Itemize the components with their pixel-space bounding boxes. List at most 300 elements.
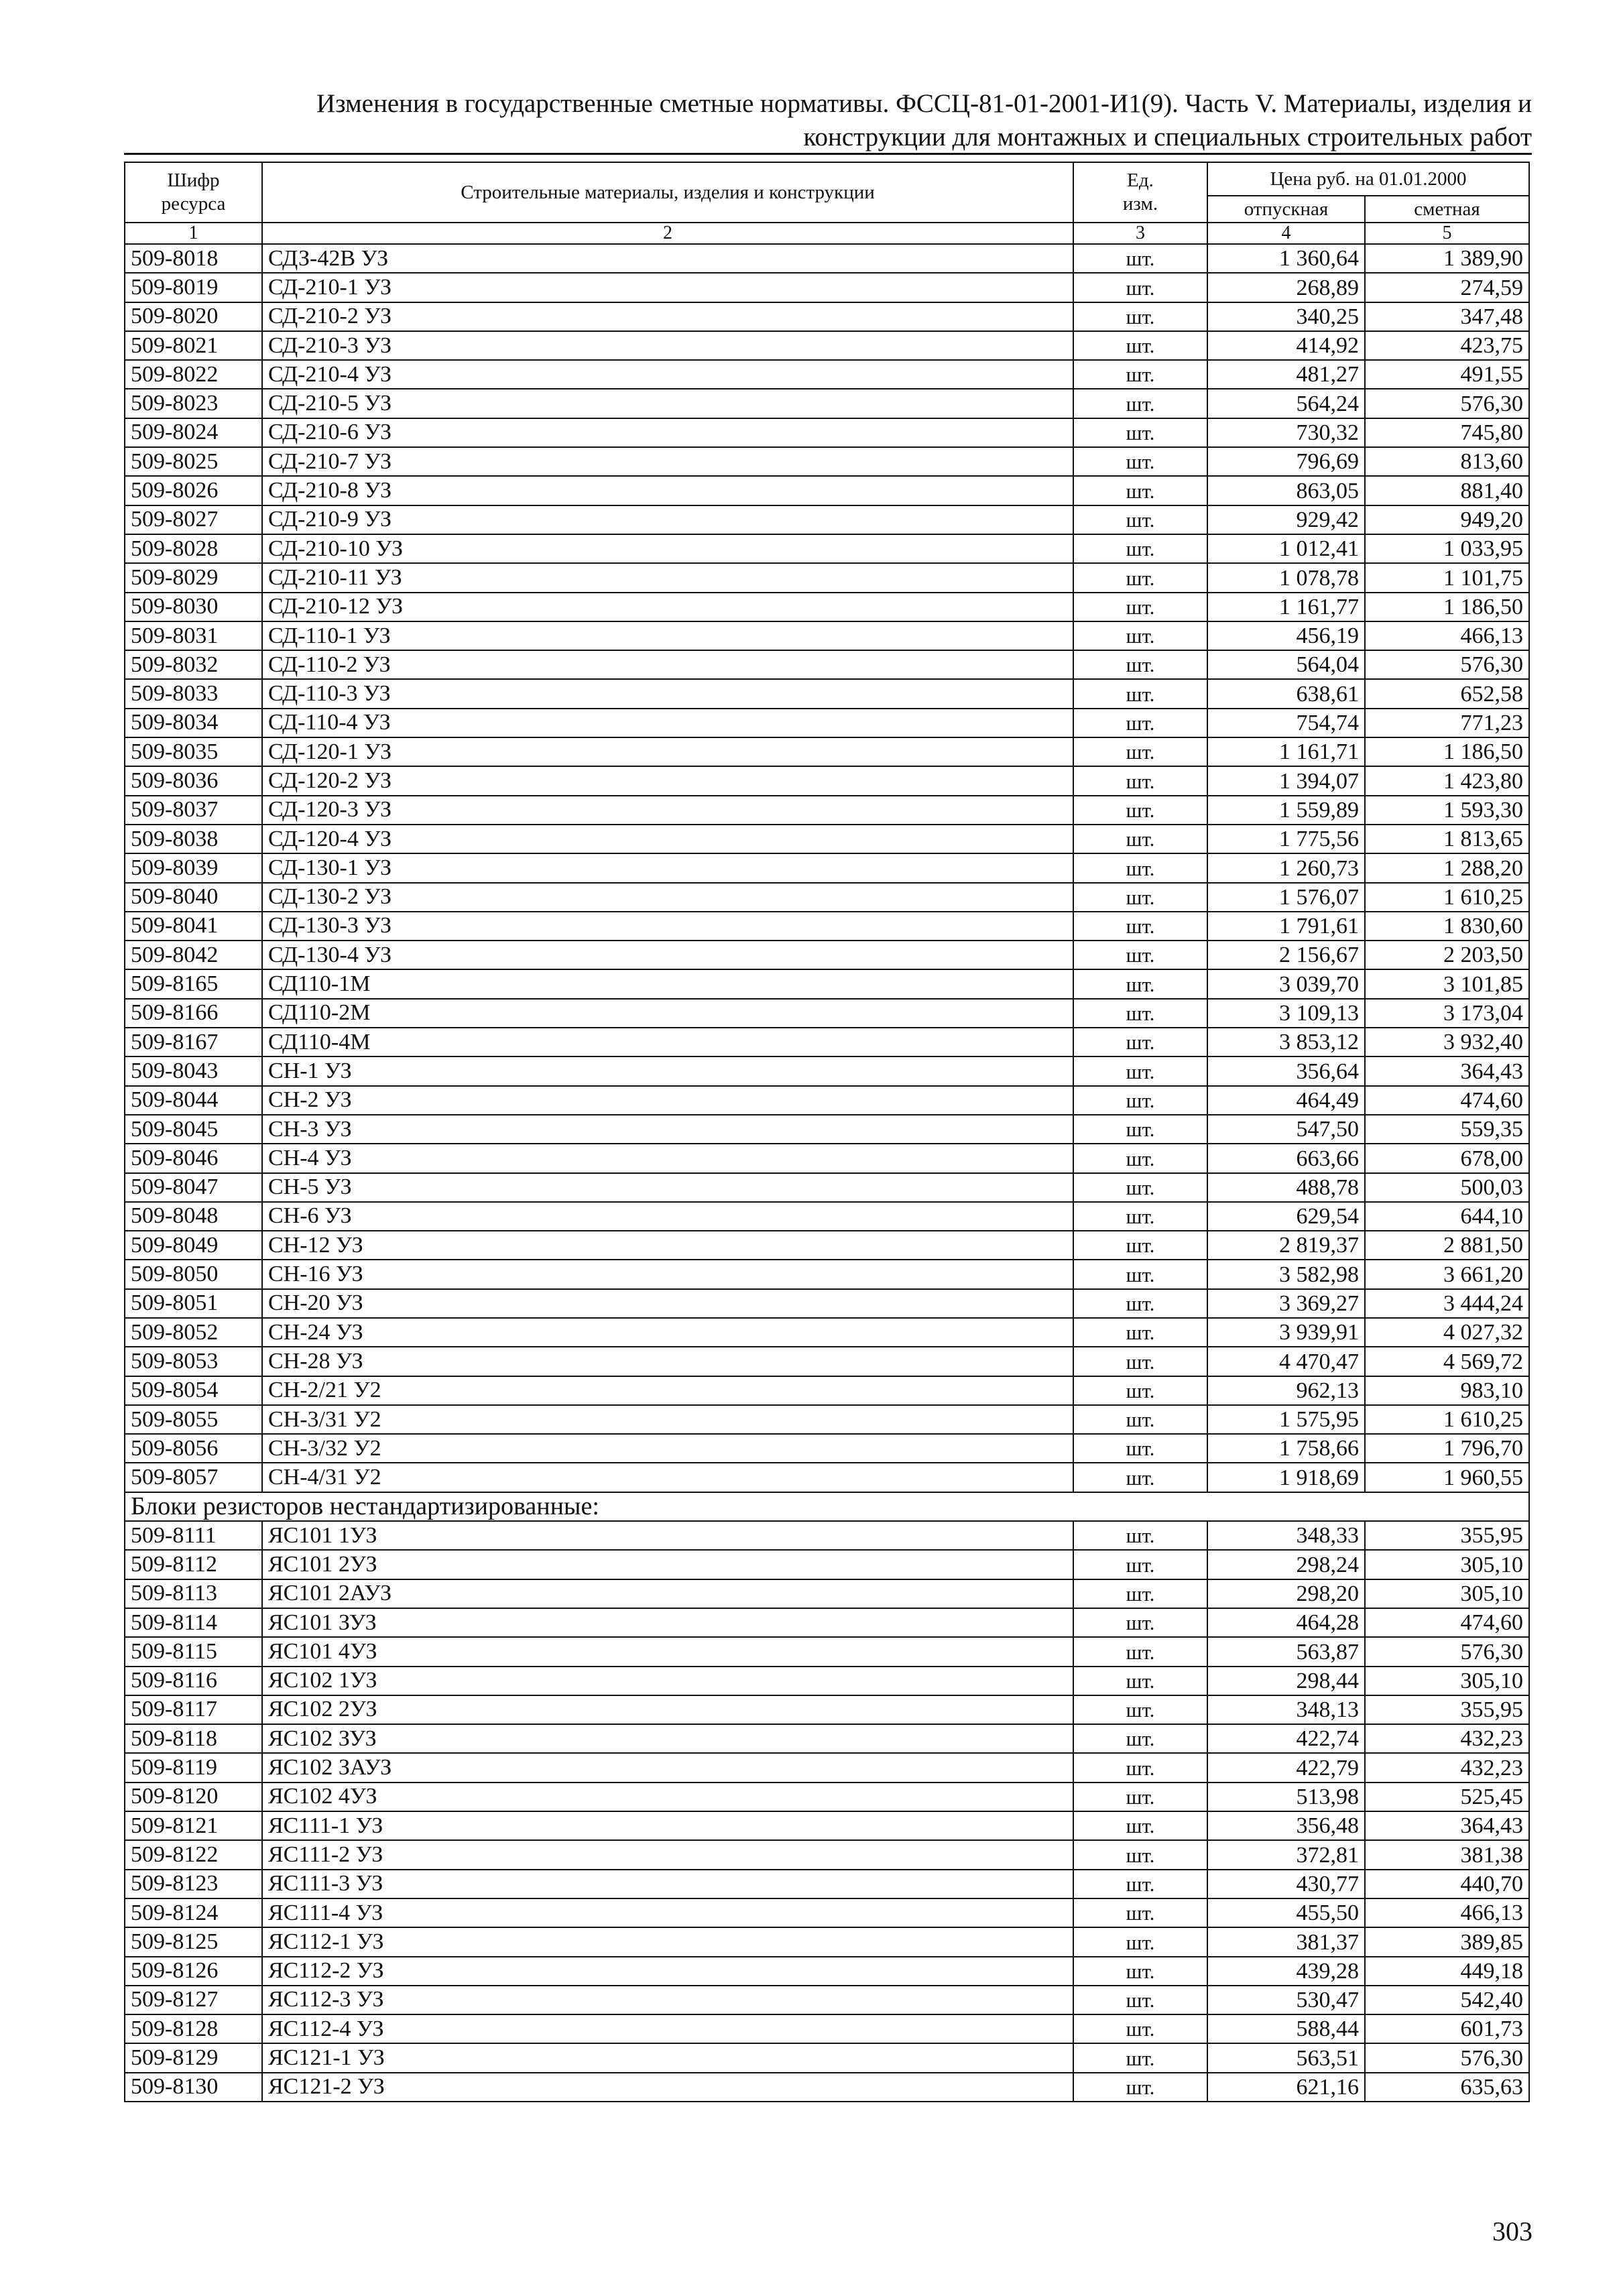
unit-cell: шт.: [1073, 1376, 1207, 1405]
release-price-cell: 414,92: [1207, 331, 1365, 360]
unit-cell: шт.: [1073, 1637, 1207, 1666]
release-price-cell: 1 559,89: [1207, 796, 1365, 825]
material-name-cell: СН-6 УЗ: [262, 1202, 1073, 1231]
unit-cell: шт.: [1073, 1028, 1207, 1056]
estimate-price-cell: 678,00: [1365, 1144, 1529, 1172]
release-price-cell: 298,20: [1207, 1579, 1365, 1608]
resource-code-cell: 509-8048: [125, 1202, 262, 1231]
table-row: [125, 1986, 1529, 2014]
table-row: [125, 273, 1529, 302]
unit-cell: шт.: [1073, 1463, 1207, 1492]
section-row: [125, 1492, 1529, 1521]
release-price-cell: 1 012,41: [1207, 534, 1365, 563]
table-row: [125, 360, 1529, 389]
material-name-cell: ЯС112-2 УЗ: [262, 1957, 1073, 1986]
unit-cell: шт.: [1073, 650, 1207, 679]
material-name-cell: СН-4 УЗ: [262, 1144, 1073, 1172]
resource-code-cell: 509-8030: [125, 593, 262, 621]
table-row: [125, 1695, 1529, 1724]
release-price-cell: 863,05: [1207, 476, 1365, 505]
unit-cell: шт.: [1073, 796, 1207, 825]
resource-code-cell: 509-8028: [125, 534, 262, 563]
release-price-cell: 348,13: [1207, 1695, 1365, 1724]
table-row: [125, 1347, 1529, 1376]
estimate-price-cell: 347,48: [1365, 302, 1529, 331]
material-name-cell: СН-24 УЗ: [262, 1318, 1073, 1347]
estimate-price-cell: 474,60: [1365, 1608, 1529, 1637]
release-price-cell: 348,33: [1207, 1521, 1365, 1550]
table-row: [125, 2014, 1529, 2043]
resource-code-cell: 509-8054: [125, 1376, 262, 1405]
unit-cell: шт.: [1073, 1405, 1207, 1434]
unit-cell: шт.: [1073, 969, 1207, 998]
table-row: [125, 593, 1529, 621]
table-row: [125, 709, 1529, 737]
material-name-cell: СД-210-9 УЗ: [262, 505, 1073, 534]
estimate-price-cell: 305,10: [1365, 1550, 1529, 1579]
material-name-cell: СДЗ-42В УЗ: [262, 244, 1073, 273]
estimate-price-cell: 1 186,50: [1365, 737, 1529, 766]
estimate-price-cell: 3 173,04: [1365, 999, 1529, 1028]
resource-code-cell: 509-8034: [125, 709, 262, 737]
material-name-cell: СД-210-3 УЗ: [262, 331, 1073, 360]
table-row: [125, 1231, 1529, 1260]
resource-code-cell: 509-8114: [125, 1608, 262, 1637]
table-row: [125, 1753, 1529, 1782]
material-name-cell: СД-210-5 УЗ: [262, 389, 1073, 418]
material-name-cell: СД-110-2 УЗ: [262, 650, 1073, 679]
release-price-cell: 422,79: [1207, 1753, 1365, 1782]
unit-cell: шт.: [1073, 1289, 1207, 1318]
resource-code-cell: 509-8113: [125, 1579, 262, 1608]
material-name-cell: СД-210-6 УЗ: [262, 418, 1073, 447]
release-price-cell: 730,32: [1207, 418, 1365, 447]
release-price-cell: 2 819,37: [1207, 1231, 1365, 1260]
estimate-price-cell: 500,03: [1365, 1173, 1529, 1202]
unit-cell: шт.: [1073, 1724, 1207, 1753]
estimate-price-cell: 1 610,25: [1365, 883, 1529, 912]
header-code: Шифр ресурса: [125, 162, 262, 223]
material-name-cell: СН-2/21 У2: [262, 1376, 1073, 1405]
table-row: [125, 1405, 1529, 1434]
release-price-cell: 621,16: [1207, 2073, 1365, 2102]
unit-cell: шт.: [1073, 2073, 1207, 2102]
table-row: [125, 969, 1529, 998]
material-name-cell: СД-120-2 УЗ: [262, 766, 1073, 795]
header-price: Цена руб. на 01.01.2000: [1207, 162, 1529, 196]
estimate-price-cell: 3 932,40: [1365, 1028, 1529, 1056]
unit-cell: шт.: [1073, 766, 1207, 795]
resource-code-cell: 509-8043: [125, 1056, 262, 1085]
resource-code-cell: 509-8050: [125, 1260, 262, 1288]
resource-code-cell: 509-8044: [125, 1086, 262, 1115]
unit-cell: шт.: [1073, 1144, 1207, 1172]
resource-code-cell: 509-8037: [125, 796, 262, 825]
unit-cell: шт.: [1073, 1550, 1207, 1579]
release-price-cell: 340,25: [1207, 302, 1365, 331]
estimate-price-cell: 881,40: [1365, 476, 1529, 505]
release-price-cell: 4 470,47: [1207, 1347, 1365, 1376]
material-name-cell: СД-210-7 УЗ: [262, 447, 1073, 476]
material-name-cell: ЯС101 4УЗ: [262, 1637, 1073, 1666]
table-row: [125, 1521, 1529, 1550]
unit-cell: шт.: [1073, 563, 1207, 592]
estimate-price-cell: 813,60: [1365, 447, 1529, 476]
estimate-price-cell: 1 813,65: [1365, 825, 1529, 853]
table-row: [125, 1056, 1529, 1085]
header-estimate: сметная: [1365, 196, 1529, 223]
material-name-cell: СН-5 УЗ: [262, 1173, 1073, 1202]
material-name-cell: СД-120-4 УЗ: [262, 825, 1073, 853]
release-price-cell: 1 775,56: [1207, 825, 1365, 853]
table-row: [125, 1637, 1529, 1666]
table-row: [125, 302, 1529, 331]
resource-code-cell: 509-8040: [125, 883, 262, 912]
unit-cell: шт.: [1073, 2043, 1207, 2072]
estimate-price-cell: 364,43: [1365, 1056, 1529, 1085]
resource-code-cell: 509-8052: [125, 1318, 262, 1347]
table-row: [125, 563, 1529, 592]
table-row: [125, 1579, 1529, 1608]
estimate-price-cell: 1 423,80: [1365, 766, 1529, 795]
unit-cell: шт.: [1073, 1086, 1207, 1115]
column-number: 5: [1365, 223, 1529, 244]
material-name-cell: ЯС121-1 УЗ: [262, 2043, 1073, 2072]
release-price-cell: 381,37: [1207, 1927, 1365, 1956]
resource-code-cell: 509-8038: [125, 825, 262, 853]
resource-code-cell: 509-8166: [125, 999, 262, 1028]
table-row: [125, 1957, 1529, 1986]
column-number: 4: [1207, 223, 1365, 244]
release-price-cell: 298,24: [1207, 1550, 1365, 1579]
unit-cell: шт.: [1073, 1579, 1207, 1608]
unit-cell: шт.: [1073, 1927, 1207, 1956]
estimate-price-cell: 2 881,50: [1365, 1231, 1529, 1260]
table-row: [125, 883, 1529, 912]
release-price-cell: 1 758,66: [1207, 1434, 1365, 1463]
table-row: [125, 1927, 1529, 1956]
estimate-price-cell: 449,18: [1365, 1957, 1529, 1986]
table-row: [125, 1840, 1529, 1869]
resource-code-cell: 509-8167: [125, 1028, 262, 1056]
unit-cell: шт.: [1073, 418, 1207, 447]
resource-code-cell: 509-8165: [125, 969, 262, 998]
table-row: [125, 1434, 1529, 1463]
resource-code-cell: 509-8056: [125, 1434, 262, 1463]
release-price-cell: 430,77: [1207, 1870, 1365, 1898]
estimate-price-cell: 576,30: [1365, 650, 1529, 679]
estimate-price-cell: 305,10: [1365, 1667, 1529, 1695]
release-price-cell: 588,44: [1207, 2014, 1365, 2043]
material-name-cell: СД-120-3 УЗ: [262, 796, 1073, 825]
resource-code-cell: 509-8123: [125, 1870, 262, 1898]
release-price-cell: 3 369,27: [1207, 1289, 1365, 1318]
table-row: [125, 1260, 1529, 1288]
unit-cell: шт.: [1073, 912, 1207, 941]
unit-cell: шт.: [1073, 505, 1207, 534]
table-row: [125, 1724, 1529, 1753]
unit-cell: шт.: [1073, 1753, 1207, 1782]
unit-cell: шт.: [1073, 331, 1207, 360]
material-name-cell: СН-3 УЗ: [262, 1115, 1073, 1144]
column-number: 2: [262, 223, 1073, 244]
table-row: [125, 1115, 1529, 1144]
table-row: [125, 447, 1529, 476]
resource-code-cell: 509-8021: [125, 331, 262, 360]
release-price-cell: 3 939,91: [1207, 1318, 1365, 1347]
table-row: [125, 796, 1529, 825]
estimate-price-cell: 305,10: [1365, 1579, 1529, 1608]
estimate-price-cell: 3 661,20: [1365, 1260, 1529, 1288]
unit-cell: шт.: [1073, 2014, 1207, 2043]
resource-code-cell: 509-8125: [125, 1927, 262, 1956]
material-name-cell: СД-130-1 УЗ: [262, 853, 1073, 882]
release-price-cell: 481,27: [1207, 360, 1365, 389]
release-price-cell: 564,24: [1207, 389, 1365, 418]
unit-cell: шт.: [1073, 534, 1207, 563]
release-price-cell: 547,50: [1207, 1115, 1365, 1144]
estimate-price-cell: 1 186,50: [1365, 593, 1529, 621]
table-row: [125, 1086, 1529, 1115]
unit-cell: шт.: [1073, 825, 1207, 853]
unit-cell: шт.: [1073, 1840, 1207, 1869]
unit-cell: шт.: [1073, 1957, 1207, 1986]
resource-code-cell: 509-8025: [125, 447, 262, 476]
estimate-price-cell: 1 389,90: [1365, 244, 1529, 273]
release-price-cell: 422,74: [1207, 1724, 1365, 1753]
estimate-price-cell: 576,30: [1365, 1637, 1529, 1666]
resource-code-cell: 509-8031: [125, 621, 262, 650]
release-price-cell: 563,87: [1207, 1637, 1365, 1666]
estimate-price-cell: 771,23: [1365, 709, 1529, 737]
release-price-cell: 356,64: [1207, 1056, 1365, 1085]
material-name-cell: ЯС102 1УЗ: [262, 1667, 1073, 1695]
unit-cell: шт.: [1073, 593, 1207, 621]
table-body: [125, 244, 1529, 2102]
release-price-cell: 1 260,73: [1207, 853, 1365, 882]
resource-code-cell: 509-8041: [125, 912, 262, 941]
material-name-cell: ЯС111-3 УЗ: [262, 1870, 1073, 1898]
release-price-cell: 1 394,07: [1207, 766, 1365, 795]
unit-cell: шт.: [1073, 1260, 1207, 1288]
resource-code-cell: 509-8032: [125, 650, 262, 679]
estimate-price-cell: 1 101,75: [1365, 563, 1529, 592]
release-price-cell: 268,89: [1207, 273, 1365, 302]
table-row: [125, 999, 1529, 1028]
material-name-cell: СД-210-1 УЗ: [262, 273, 1073, 302]
material-name-cell: ЯС101 1УЗ: [262, 1521, 1073, 1550]
material-name-cell: СД-130-2 УЗ: [262, 883, 1073, 912]
table-row: [125, 1289, 1529, 1318]
resource-code-cell: 509-8111: [125, 1521, 262, 1550]
estimate-price-cell: 1 610,25: [1365, 1405, 1529, 1434]
estimate-price-cell: 2 203,50: [1365, 941, 1529, 969]
release-price-cell: 298,44: [1207, 1667, 1365, 1695]
table-row: [125, 505, 1529, 534]
release-price-cell: 754,74: [1207, 709, 1365, 737]
estimate-price-cell: 4 569,72: [1365, 1347, 1529, 1376]
resource-code-cell: 509-8115: [125, 1637, 262, 1666]
estimate-price-cell: 576,30: [1365, 2043, 1529, 2072]
table-row: [125, 389, 1529, 418]
estimate-price-cell: 4 027,32: [1365, 1318, 1529, 1347]
material-name-cell: СД-120-1 УЗ: [262, 737, 1073, 766]
unit-cell: шт.: [1073, 360, 1207, 389]
release-price-cell: 3 109,13: [1207, 999, 1365, 1028]
table-row: [125, 679, 1529, 708]
unit-cell: шт.: [1073, 1870, 1207, 1898]
release-price-cell: 796,69: [1207, 447, 1365, 476]
estimate-price-cell: 635,63: [1365, 2073, 1529, 2102]
estimate-price-cell: 466,13: [1365, 621, 1529, 650]
release-price-cell: 638,61: [1207, 679, 1365, 708]
header-unit: Ед. изм.: [1073, 162, 1207, 223]
resource-code-cell: 509-8042: [125, 941, 262, 969]
table-row: [125, 1202, 1529, 1231]
table-row: [125, 2073, 1529, 2102]
material-name-cell: ЯС101 2УЗ: [262, 1550, 1073, 1579]
table-row: [125, 1811, 1529, 1840]
estimate-price-cell: 542,40: [1365, 1986, 1529, 2014]
material-name-cell: ЯС112-1 УЗ: [262, 1927, 1073, 1956]
resource-code-cell: 509-8029: [125, 563, 262, 592]
release-price-cell: 929,42: [1207, 505, 1365, 534]
estimate-price-cell: 364,43: [1365, 1811, 1529, 1840]
unit-cell: шт.: [1073, 447, 1207, 476]
price-table: [124, 162, 1530, 2102]
material-name-cell: СД-210-4 УЗ: [262, 360, 1073, 389]
table-row: [125, 1898, 1529, 1927]
table-row: [125, 534, 1529, 563]
estimate-price-cell: 1 796,70: [1365, 1434, 1529, 1463]
material-name-cell: ЯС112-4 УЗ: [262, 2014, 1073, 2043]
release-price-cell: 488,78: [1207, 1173, 1365, 1202]
material-name-cell: ЯС112-3 УЗ: [262, 1986, 1073, 2014]
estimate-price-cell: 474,60: [1365, 1086, 1529, 1115]
unit-cell: шт.: [1073, 621, 1207, 650]
table-row: [125, 1550, 1529, 1579]
header-rule: [124, 153, 1532, 155]
resource-code-cell: 509-8051: [125, 1289, 262, 1318]
estimate-price-cell: 432,23: [1365, 1724, 1529, 1753]
resource-code-cell: 509-8124: [125, 1898, 262, 1927]
estimate-price-cell: 745,80: [1365, 418, 1529, 447]
resource-code-cell: 509-8130: [125, 2073, 262, 2102]
table-row: [125, 1173, 1529, 1202]
table-row: [125, 1028, 1529, 1056]
material-name-cell: СД-130-3 УЗ: [262, 912, 1073, 941]
unit-cell: шт.: [1073, 1115, 1207, 1144]
material-name-cell: СД-210-10 УЗ: [262, 534, 1073, 563]
release-price-cell: 1 918,69: [1207, 1463, 1365, 1492]
unit-cell: шт.: [1073, 1811, 1207, 1840]
unit-cell: шт.: [1073, 476, 1207, 505]
resource-code-cell: 509-8020: [125, 302, 262, 331]
estimate-price-cell: 491,55: [1365, 360, 1529, 389]
table-row: [125, 766, 1529, 795]
release-price-cell: 513,98: [1207, 1783, 1365, 1811]
estimate-price-cell: 423,75: [1365, 331, 1529, 360]
table-row: [125, 853, 1529, 882]
estimate-price-cell: 274,59: [1365, 273, 1529, 302]
unit-cell: шт.: [1073, 1986, 1207, 2014]
release-price-cell: 1 161,71: [1207, 737, 1365, 766]
resource-code-cell: 509-8036: [125, 766, 262, 795]
material-name-cell: СН-28 УЗ: [262, 1347, 1073, 1376]
material-name-cell: СН-20 УЗ: [262, 1289, 1073, 1318]
release-price-cell: 564,04: [1207, 650, 1365, 679]
estimate-price-cell: 576,30: [1365, 389, 1529, 418]
material-name-cell: ЯС102 2УЗ: [262, 1695, 1073, 1724]
estimate-price-cell: 432,23: [1365, 1753, 1529, 1782]
table-row: [125, 1376, 1529, 1405]
material-name-cell: СД-130-4 УЗ: [262, 941, 1073, 969]
release-price-cell: 1 791,61: [1207, 912, 1365, 941]
estimate-price-cell: 559,35: [1365, 1115, 1529, 1144]
table-row: [125, 1783, 1529, 1811]
release-price-cell: 1 360,64: [1207, 244, 1365, 273]
material-name-cell: СД-110-1 УЗ: [262, 621, 1073, 650]
material-name-cell: СН-12 УЗ: [262, 1231, 1073, 1260]
table-row: [125, 737, 1529, 766]
release-price-cell: 962,13: [1207, 1376, 1365, 1405]
resource-code-cell: 509-8112: [125, 1550, 262, 1579]
resource-code-cell: 509-8121: [125, 1811, 262, 1840]
unit-cell: шт.: [1073, 853, 1207, 882]
estimate-price-cell: 355,95: [1365, 1695, 1529, 1724]
resource-code-cell: 509-8057: [125, 1463, 262, 1492]
table-row: [125, 912, 1529, 941]
table-row: [125, 331, 1529, 360]
estimate-price-cell: 601,73: [1365, 2014, 1529, 2043]
release-price-cell: 530,47: [1207, 1986, 1365, 2014]
resource-code-cell: 509-8128: [125, 2014, 262, 2043]
release-price-cell: 1 575,95: [1207, 1405, 1365, 1434]
material-name-cell: СД110-2М: [262, 999, 1073, 1028]
unit-cell: шт.: [1073, 1695, 1207, 1724]
table-row: [125, 244, 1529, 273]
table-row: [125, 621, 1529, 650]
release-price-cell: 464,28: [1207, 1608, 1365, 1637]
column-number: 3: [1073, 223, 1207, 244]
unit-cell: шт.: [1073, 302, 1207, 331]
estimate-price-cell: 355,95: [1365, 1521, 1529, 1550]
unit-cell: шт.: [1073, 1347, 1207, 1376]
resource-code-cell: 509-8126: [125, 1957, 262, 1986]
estimate-price-cell: 466,13: [1365, 1898, 1529, 1927]
material-name-cell: ЯС121-2 УЗ: [262, 2073, 1073, 2102]
resource-code-cell: 509-8024: [125, 418, 262, 447]
release-price-cell: 464,49: [1207, 1086, 1365, 1115]
material-name-cell: ЯС101 ЗУЗ: [262, 1608, 1073, 1637]
material-name-cell: СН-1 УЗ: [262, 1056, 1073, 1085]
material-name-cell: СН-16 УЗ: [262, 1260, 1073, 1288]
unit-cell: шт.: [1073, 709, 1207, 737]
material-name-cell: ЯС102 ЗУЗ: [262, 1724, 1073, 1753]
column-number: 1: [125, 223, 262, 244]
material-name-cell: СД110-1М: [262, 969, 1073, 998]
unit-cell: шт.: [1073, 1898, 1207, 1927]
header-release: отпускная: [1207, 196, 1365, 223]
resource-code-cell: 509-8117: [125, 1695, 262, 1724]
resource-code-cell: 509-8035: [125, 737, 262, 766]
page-number: 303: [1492, 2216, 1532, 2246]
release-price-cell: 1 576,07: [1207, 883, 1365, 912]
table-row: [125, 1870, 1529, 1898]
unit-cell: шт.: [1073, 1202, 1207, 1231]
resource-code-cell: 509-8119: [125, 1753, 262, 1782]
resource-code-cell: 509-8045: [125, 1115, 262, 1144]
